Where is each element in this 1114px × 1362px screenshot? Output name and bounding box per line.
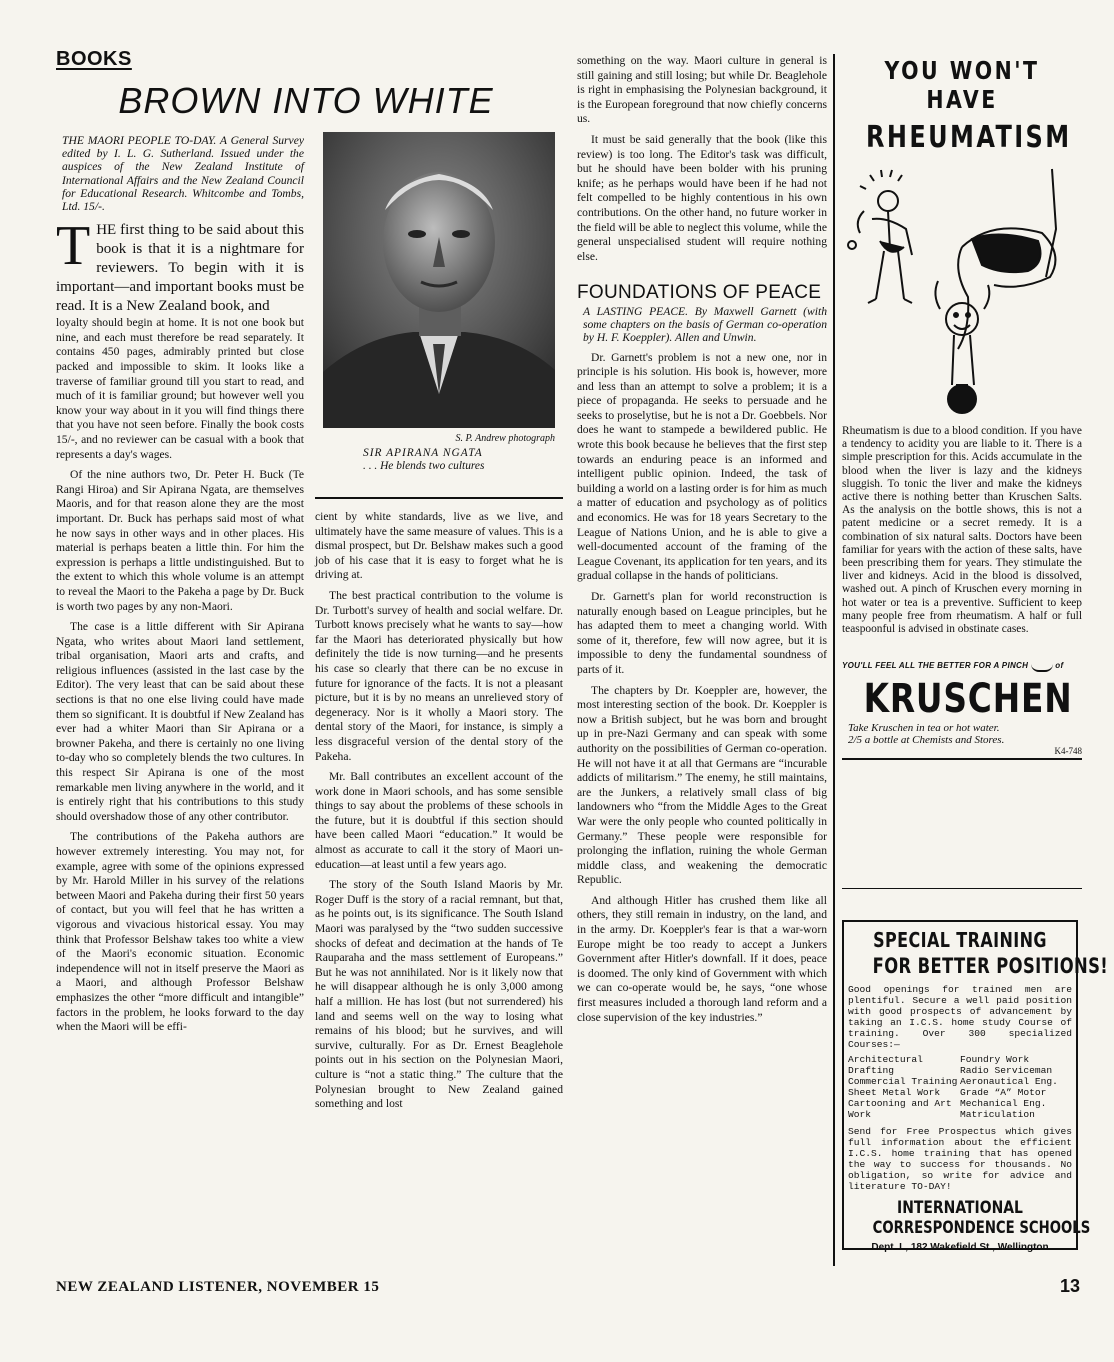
caption-divider: [315, 497, 563, 499]
course-item: Commercial Training: [848, 1076, 958, 1087]
ics-body: Good openings for trained men are plentiful. Secure a well paid position with good prospects of advancement by taking an I.C.S. home study Course of training. Over 300 specialized Courses:—: [848, 984, 1072, 1050]
article-paragraph: The story of the South Island Maoris by Mr. Roger Duff is the story of a racial remnant, but that, as he points out, is its significance. The South Island Maori was paralysed by the “two sudden successive shocks of defeat and decimation at the hands of Te Rauparaha and the mass settlement of Europeans.” But he was not annihilated. Nor is it likely now that he will disappear although he is only 3,000 among half a million. He has lost (but not surrendered) his land and seems well on the way to losing what remains of his blood; but he survives, and will survive, culturally. For as Dr. Ernest Beaglehole points out in his section on the Polynesian Maori, culture is “not a static thing.” The culture that the Polynesian brought to New Zealand gained something and lost: [315, 878, 563, 1111]
lead-paragraph: [56, 215, 304, 316]
article-paragraph: loyalty should begin at home. It is not one book but nine, and each must therefore be read separately. It contains 450 pages, admirably printed but close packed and impossible to skim. It looks like a traverse of familiar ground till you start to read, and much of it is familiar ground; but however well you know your way about in it you will find things there that you have not seen before. Finally the book costs 15/-, and no reviewer can be casual with a book that represents a day's wages.: [56, 316, 304, 461]
section-label: BOOKS: [56, 48, 132, 70]
article-paragraph: The best practical contribution to the volume is Dr. Turbott's survey of health and social welfare. Dr. Turbott knows precisely what he wants to say—how far the Maori has deteriorated physically but how definitely the tide is now turning—and he presents his case so clearly that there can be no excuse in future for ignorance of the facts. It is not a pleasant picture, but it is by no means an unrelieved story of degeneracy. Nor is it wholly a Maori story. The dental story of the Maori, for instance, is simply a less disgraceful version of the dental story of the Pakeha.: [315, 588, 563, 763]
article-paragraph: Dr. Garnett's plan for world reconstruction is naturally enough based on League principles, but he has adapted them to meet a changing world. With some of it, therefore, few will now agree, but it is impossible to deny the fundamental soundness of parts of it.: [577, 590, 827, 676]
portrait-image: [323, 132, 555, 428]
ics-body-2: Send for Free Prospectus which gives full information about the efficient I.C.S. home training that has opened the way to success for thousands. No obligation, so write for advice and literature TO-DAY!: [848, 1126, 1072, 1192]
course-item: Matriculation: [960, 1109, 1035, 1120]
course-item: Mechanical Eng.: [960, 1098, 1047, 1109]
lead-text: HE first thing to be said about this book is that it is a nightmare for reviewers. To begin with it is important—and important books must be read. It is a New Zealand book, and: [56, 222, 304, 315]
course-item: Cartooning and Art Work: [848, 1098, 952, 1120]
ad-headline-2: RHEUMATISM: [866, 120, 1072, 155]
column-divider: [833, 54, 835, 1266]
column-1: [56, 134, 304, 1041]
ics-headline-2: FOR BETTER POSITIONS!: [872, 954, 1109, 978]
book-info-maori-people: THE MAORI PEOPLE TO-DAY. A General Survey edited by I. L. G. Sutherland. Issued under the auspices of the New Zealand Institute of International Affairs and the New Zealand Council for Educational Research. Whitcombe and Tombs, Ltd. 15/-.: [62, 134, 304, 214]
kruschen-footer-2: 2/5 a bottle at Chemists and Stores.: [848, 734, 1005, 747]
ics-courses: [848, 1054, 1072, 1120]
article-paragraph: something on the way. Maori culture in general is still gaining and still losing; but while Dr. Beaglehole is right in emphasising the Polynesian background, it is the European foreground that now chiefly concerns us.: [577, 54, 827, 126]
column-2: [315, 510, 563, 1118]
kruschen-rule: [842, 758, 1082, 760]
ics-name-1: INTERNATIONAL: [897, 1198, 1023, 1218]
article-paragraph: Of the nine authors two, Dr. Peter H. Buck (Te Rangi Hiroa) and Sir Apirana Ngata, are themselves Maoris, and for that reason alone they are the most important. Dr. Buck has perhaps said most of what he now says in other ways and in other places. His material is perhaps beaten a little thin. For him the expression is perhaps a little undistinguished. But to the extent to which this whole volume is an attempt to reveal the Maori to the Pakeha a page by Dr. Buck is worth two pages by any non-Maori.: [56, 468, 304, 613]
kruschen-brand: KRUSCHEN: [863, 676, 1073, 723]
ics-name-2: CORRESPONDENCE SCHOOLS: [872, 1218, 1091, 1238]
column-3: [577, 54, 827, 1031]
ics-address: Dept. L, 182 Wakefield St., Wellington: [871, 1242, 1049, 1253]
teacup-icon: [1031, 660, 1053, 672]
footer-publication: NEW ZEALAND LISTENER, NOVEMBER 15: [56, 1279, 380, 1295]
portrait-photo: [323, 132, 555, 428]
kruschen-ad: [842, 56, 1082, 760]
article-paragraph: And although Hitler has crushed them like all others, they still remain in industry, on the land, and in the army. Dr. Koeppler's fear is that a war-worn Europe might be too ready to accept a Junkers Government after Hitler's downfall. If it does, peace is doomed. The only kind of Government with which we can co-operate would be, he says, “one whose first measures included a thorough land reform and a close supervision of the key industries.”: [577, 893, 827, 1024]
course-item: Foundry Work: [960, 1054, 1030, 1065]
photo-caption: [323, 432, 555, 473]
course-item: Sheet Metal Work: [848, 1087, 941, 1098]
tagline-end: of: [1055, 661, 1064, 671]
page-number: 13: [1060, 1276, 1081, 1296]
caption-name: SIR APIRANA NGATA: [363, 447, 483, 459]
subheading-foundations-of-peace: FOUNDATIONS OF PEACE: [577, 282, 822, 304]
article-paragraph: The chapters by Dr. Koeppler are, however, the most interesting section of the book. Dr. Koeppler is now a British subject, but he was born and brought up in pre-Nazi Germany and can speak with some authority on the possibilities of German co-operation. He will not have it at all that Germans are “incurable addicts of militarism.” The enemy, he still maintains, are the Junkers, a relatively small class of big landowners who “from the Middle Ages to the Great War were the only people who counted politically in Germany.” These people were responsible for prolonging the inflation, ruining the whole German middle class, and weakening the democratic Republic.: [577, 683, 827, 887]
tagline-text: YOU'LL FEEL ALL THE BETTER FOR A PINCH: [842, 661, 1029, 671]
ics-headline-1: SPECIAL TRAINING: [873, 928, 1047, 952]
kruschen-footer-1: Take Kruschen in tea or hot water.: [848, 722, 1000, 735]
article-paragraph: The contributions of the Pakeha authors are however extremely interesting. You may not, for example, agree with some of the opinions expressed by Mr. Harold Miller in his survey of the relations between Maori and Pakeha during their first 50 years of contact, but you will feel that he has written a vigorous and vivacious historical essay. You may think that Professor Belshaw takes too white a view of the Maori's economic situation. Economic independence will not in itself preserve the Maori as a Maori, and although Professor Belshaw emphasizes the other “more difficult and intangible” factors in the problem, he looks forward to the day when the Maori will be effi-: [56, 830, 304, 1034]
kruschen-ad-body: Rheumatism is due to a blood condition. If you have a tendency to acidity you are liable to it. There is a simple prescription for this. Acids accumulate in the blood when the liver is lazy and the kidneys sluggish. To tonic the liver and make the kidneys active there is nothing better than Kruschen Salts. As the analysis on the bottle shows, this is not a patent medicine or a secret remedy. It is a combination of six natural salts. Doctors have been familiar for years with the action of these salts, have been prescribing them for years. They stimulate the liver and kidneys. Acid in the blood is dissolved, washed out. A pinch of Kruschen every morning in hot water or tea is a preventive. Sufficient to keep many people free from rheumatism. A half or full teaspoonful is advised in obstinate cases.: [842, 425, 1082, 636]
book-info-lasting-peace: A LASTING PEACE. By Maxwell Garnett (with some chapters on the basis of German co-operation by H. F. Koeppler). Allen and Unwin.: [583, 304, 827, 345]
drop-cap: T: [56, 215, 91, 278]
article-paragraph: It must be said generally that the book (like this review) is too long. The Editor's task was difficult, but he should have been bolder with his pruning knife; as he perhaps would have been if he had not felt compelled to be highly contentious in his own contributions. On the other hand, no future worker in the field will be able to neglect this volume, while the general unspecialised student will require nothing else.: [577, 132, 827, 263]
kruschen-code: K4-748: [1054, 746, 1082, 757]
article-paragraph: The case is a little different with Sir Apirana Ngata, who writes about Maori land settlement, tribal organisation, Maori arts and crafts, and religious influences (assisted in the last case by the Editor). The very least that can be said about these sections is that no one else living could have made them so significant. It is doubtful if New Zealand has ever had a whiter Maori than Sir Apirana or a browner Pakeha, and there is certainly no one living to-day who so completely blends the two cultures. In this respect Sir Apirana is one of the most remarkable men living anywhere in the world, and it is entirely right that his contributions to this study should overshadow those of any other contributor.: [56, 620, 304, 823]
ad-separator: [842, 888, 1082, 889]
photo-credit: S. P. Andrew photograph: [455, 433, 555, 444]
caption-text: . . . He blends two cultures: [363, 460, 485, 472]
ics-courses-left: [848, 1054, 960, 1120]
article-paragraph: cient by white standards, live as we live, and ultimately have the same measure of values. This is a dismal prospect, but Dr. Belshaw makes such a good job of his case that it is easy to forget what he is driving at.: [315, 510, 563, 582]
course-item: Grade “A” Motor: [960, 1087, 1047, 1098]
article-paragraph: Dr. Garnett's problem is not a new one, nor in principle is his solution. His book is, however, more and less than an attempt to solve a problem; it is a piece of propaganda. He seeks to persuade and he seeks to proselytise, but he is not a Dr. Goebbels. Nor does he want to stampede a bewildered public. He wrote this book because he believes that the first step towards an enduring peace is an informed and intelligent public opinion. Indeed, the task of building a world on a lasting order is for him as much a matter of education and psychology as of politics and economics. He was for 18 years Secretary to the League of Nations Union, and he is able to give a well-documented account of the framing of the League Covenant, its application for ten years, and its gradual collapse in the hands of politicians.: [577, 350, 827, 583]
ics-ad: [842, 920, 1109, 1253]
course-item: Radio Serviceman: [960, 1065, 1053, 1076]
headline: BROWN INTO WHITE: [118, 80, 494, 121]
acrobat-illustration: [842, 159, 1082, 421]
ad-headline-1: YOU WON'T HAVE: [884, 56, 1040, 114]
article-paragraph: Mr. Ball contributes an excellent account of the work done in Maori schools, and has some sensible things to say about the problems of these schools in the future, but it is doubtful if this section should have been called Maori “education.” It would be almost as accurate to call it the story of Maori un-education—at least until a few years ago.: [315, 770, 563, 871]
kruschen-tagline: [842, 660, 1082, 672]
ics-courses-right: [960, 1054, 1072, 1120]
course-item: Architectural Drafting: [848, 1054, 923, 1076]
course-item: Aeronautical Eng.: [960, 1076, 1058, 1087]
